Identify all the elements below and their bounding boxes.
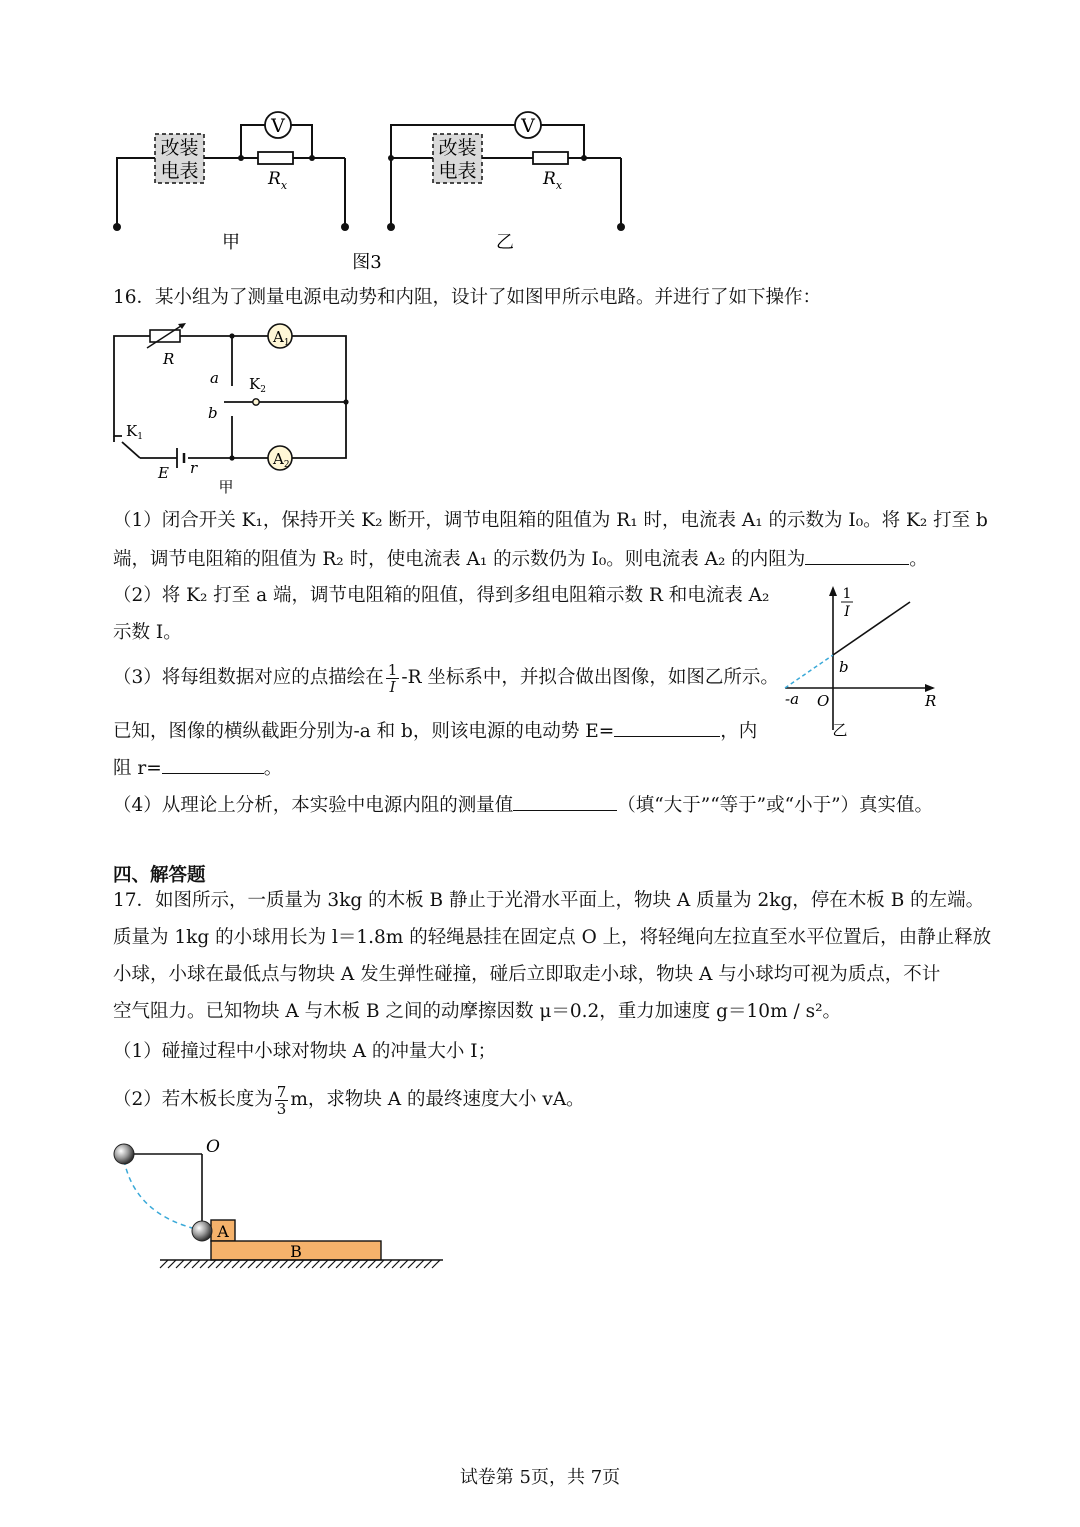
origin-o: O [817,692,830,710]
caption-jia: 甲 [222,232,240,253]
answer-blank-a2-resistance[interactable] [805,546,909,565]
fraction-seven-thirds [275,1084,289,1117]
meter-label-right-1: 改装 [438,137,477,159]
q16-part3-text3: 阻 r= [113,758,162,779]
q16-circuit-jia [100,318,370,498]
ammeter-a2-label: $A_2$ [273,450,290,470]
label-R: R [163,350,175,368]
q16-part3-post: -R 坐标系中，并拟合做出图像，如图乙所示。 [401,667,779,688]
q16-graph-yi [775,580,945,740]
ammeter-a1-label: $A_1$ [273,328,290,348]
ball-start [114,1144,134,1164]
voltmeter-left-label: V [271,115,285,137]
voltmeter-right-label: V [521,115,535,137]
q17-sub2-post: m，求物块 A 的最终速度大小 vA。 [290,1089,585,1110]
label-K1: $K_1$ [126,422,143,442]
frac-num: 1 [387,660,398,679]
fit-line-extrapolated [785,655,833,688]
resistor-right [533,152,568,164]
meter-label-right-2: 电表 [438,160,477,182]
q17-sub1: （1）碰撞过程中小球对物块 A 的冲量大小 I； [113,1041,497,1062]
q16-part3-end: 。 [263,758,283,779]
q16-part2-line1: （2）将 K₂ 打至 a 端，调节电阻箱的阻值，得到多组电阻箱示数 R 和电流表 A₂ [113,585,770,606]
q17-figure [100,1130,460,1280]
ball-lowest [192,1221,212,1241]
frac-den: 3 [276,1099,287,1118]
q16-part1-line2 [113,546,928,572]
terminal-dot [341,223,349,231]
q17-line3: 小球，小球在最低点与物块 A 发生弹性碰撞，碰后立即取走小球，物块 A 与小球均可视为质点，不计 [113,964,941,985]
page-footer: 试卷第 5页，共 7页 [459,1467,621,1488]
circuit-right [391,125,621,227]
meter-label-left-2: 电表 [160,160,199,182]
ground-hatching [160,1260,440,1268]
x-axis-arrow [925,684,935,692]
frac-num: 7 [276,1082,287,1101]
resistor-left-label: $R_x$ [268,169,288,192]
junction-dot [388,155,394,161]
q16-part3-line3 [113,755,282,781]
q17-line4: 空气阻力。已知物块 A 与木板 B 之间的动摩擦因数 μ＝0.2，重力加速度 g＝10m / s²。 [113,1001,842,1022]
caption-yi-2: 乙 [832,721,848,739]
frac-den: I [389,677,396,696]
q16-part3-text2: 已知，图像的横纵截距分别为-a 和 b，则该电源的电动势 E= [113,721,615,742]
label-E: E [158,464,169,482]
q16-part3-text2b: ，内 [720,721,758,742]
terminal-dot [617,223,625,231]
answer-blank-emf[interactable] [614,718,720,737]
intercept-neg-a: -a [785,690,800,708]
junction-dot [309,155,315,161]
q17-sub2 [113,1078,585,1122]
q16-intro: 16．某小组为了测量电源电动势和内阻，设计了如图甲所示电路。并进行了如下操作： [113,287,822,308]
answer-blank-comparison[interactable] [513,792,617,811]
q16-part3-line1 [113,658,779,698]
answer-blank-internal-resistance[interactable] [162,755,264,774]
pivot-o-label: O [206,1137,220,1157]
q16-part4-text: （4）从理论上分析，本实验中电源内阻的测量值 [113,795,514,816]
terminal-dot [387,223,395,231]
x-label-r: R [925,692,937,710]
junction-dot [238,155,244,161]
q16-part3-pre: （3）将每组数据对应的点描绘在 [113,667,384,688]
q16-part4-end: （填“大于”“等于”或“小于”）真实值。 [617,795,934,816]
q16-part4 [113,792,933,818]
caption-jia-2: 甲 [218,478,234,496]
q16-part1-text: 端，调节电阻箱的阻值为 R₂ 时，使电流表 A₁ 的示数仍为 I₀。则电流表 A₂ 的内阻为 [113,549,806,570]
label-K2: $K_2$ [249,375,266,395]
figure-3-circuits [100,105,660,275]
swing-arc [124,1160,200,1230]
q17-line1: 17．如图所示，一质量为 3kg 的木板 B 静止于光滑水平面上，物块 A 质量为 2kg，停在木板 B 的左端。 [113,890,985,911]
block-a-label: A [217,1222,229,1241]
terminal-dot [113,223,121,231]
rheostat-arrowhead [178,323,186,329]
label-b: b [208,404,218,422]
junction-dot [229,333,234,338]
junction-dot [229,455,234,460]
junction-dot [343,399,348,404]
junction-dot [581,155,587,161]
label-r: r [190,459,198,477]
figure-3-caption: 图3 [352,252,382,273]
intercept-b: b [839,658,849,676]
q17-sub2-pre: （2）若木板长度为 [113,1089,273,1110]
y-label-num: 1 [842,586,852,602]
resistor-left [258,152,293,164]
circuit-left [117,125,345,227]
q16-part1-end: 。 [909,549,928,570]
switch-k2-contact [253,399,259,405]
fraction-one-over-i [386,662,400,695]
resistor-right-label: $R_x$ [543,169,563,192]
section-4-title: 四、解答题 [113,865,206,886]
q16-part3-line2 [113,718,757,744]
q16-part2-line2: 示数 I。 [113,622,182,643]
caption-yi: 乙 [496,232,514,253]
q17-line2: 质量为 1kg 的小球用长为 l＝1.8m 的轻绳悬挂在固定点 O 上，将轻绳向左拉直至水平位置后，由静止释放 [113,927,992,948]
y-axis-arrow [829,586,837,596]
q16-part1-line1: （1）闭合开关 K₁，保持开关 K₂ 断开，调节电阻箱的阻值为 R₁ 时，电流表 A₁ 的示数为 I₀。将 K₂ 打至 b [113,510,988,531]
y-label-den: I [844,604,850,620]
board-b-label: B [290,1242,302,1261]
label-a: a [210,369,219,387]
meter-label-left-1: 改装 [160,137,199,159]
